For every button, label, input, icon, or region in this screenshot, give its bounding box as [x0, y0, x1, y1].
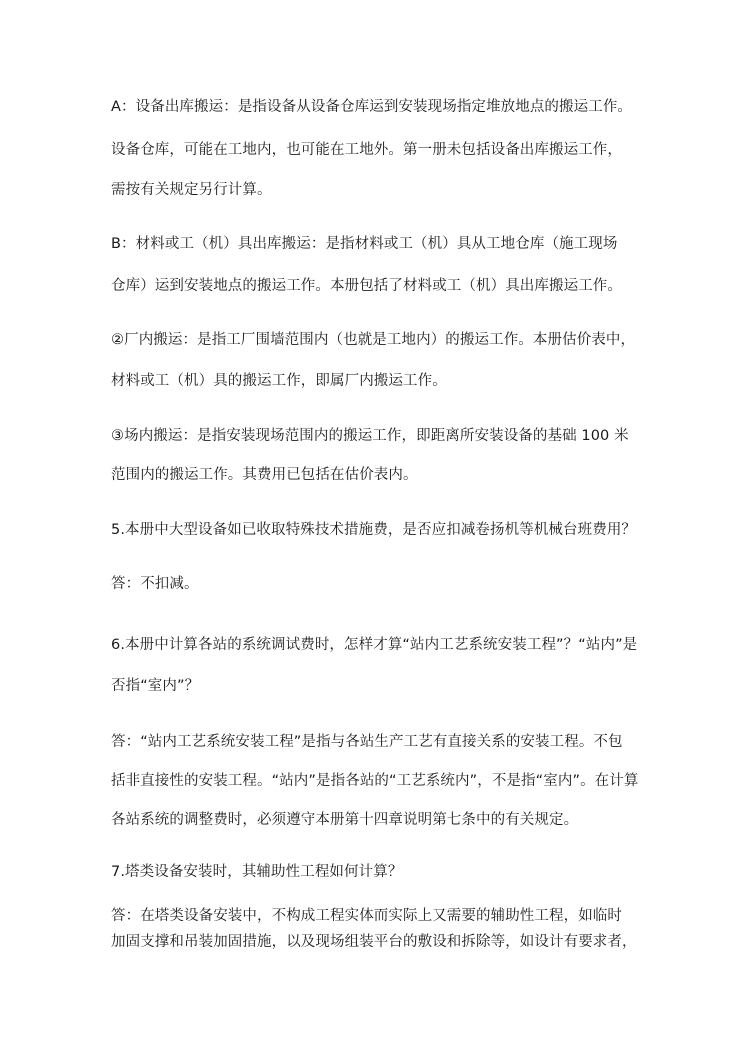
text-line: B：材料或工（机）具出库搬运：是指材料或工（机）具从工地仓库（施工现场	[111, 236, 618, 252]
text-line: 材料或工（机）具的搬运工作，即属厂内搬运工作。	[111, 373, 447, 389]
answer-line: 括非直接性的安装工程。“站内”是指各站的“工艺系统内”，不是指“室内”。在计算	[111, 773, 639, 789]
question-line: 6.本册中计算各站的系统调试费时，怎样才算“站内工艺系统安装工程”？“站内”是	[111, 637, 638, 653]
question-line: 7.塔类设备安装时，其辅助性工程如何计算？	[111, 864, 403, 880]
question-line: 5.本册中大型设备如已收取特殊技术措施费，是否应扣减卷扬机等机械台班费用？	[111, 522, 637, 538]
text-line: ②厂内搬运：是指工厂围墙范围内（也就是工地内）的搬运工作。本册估价表中，	[111, 332, 636, 348]
text-line: 范围内的搬运工作。其费用已包括在估价表内。	[111, 467, 418, 483]
answer-line: 答：“站内工艺系统安装工程”是指与各站生产工艺有直接关系的安装工程。不包	[111, 734, 623, 750]
text-line: 需按有关规定另行计算。	[111, 182, 272, 198]
text-line: A：设备出库搬运：是指设备从设备仓库运到安装现场指定堆放地点的搬运工作。	[111, 99, 633, 115]
question-line: 否指“室内”？	[111, 678, 200, 694]
answer-line: 答：在塔类设备安装中，不构成工程实体而实际上又需要的辅助性工程，如临时	[111, 908, 622, 924]
text-line: 仓库）运到安装地点的搬运工作。本册包括了材料或工（机）具出库搬运工作。	[111, 278, 622, 294]
text-line: ③场内搬运：是指安装现场范围内的搬运工作，即距离所安装设备的基础 100 米	[111, 428, 629, 444]
text-line: 设备仓库，可能在工地内，也可能在工地外。第一册未包括设备出库搬运工作，	[111, 142, 622, 158]
answer-line: 各站系统的调整费时，必须遵守本册第十四章说明第七条中的有关规定。	[111, 812, 579, 828]
answer-line: 答：不扣减。	[111, 576, 199, 592]
answer-line: 加固支撑和吊装加固措施，以及现场组装平台的敷设和拆除等，如设计有要求者，	[111, 934, 637, 950]
